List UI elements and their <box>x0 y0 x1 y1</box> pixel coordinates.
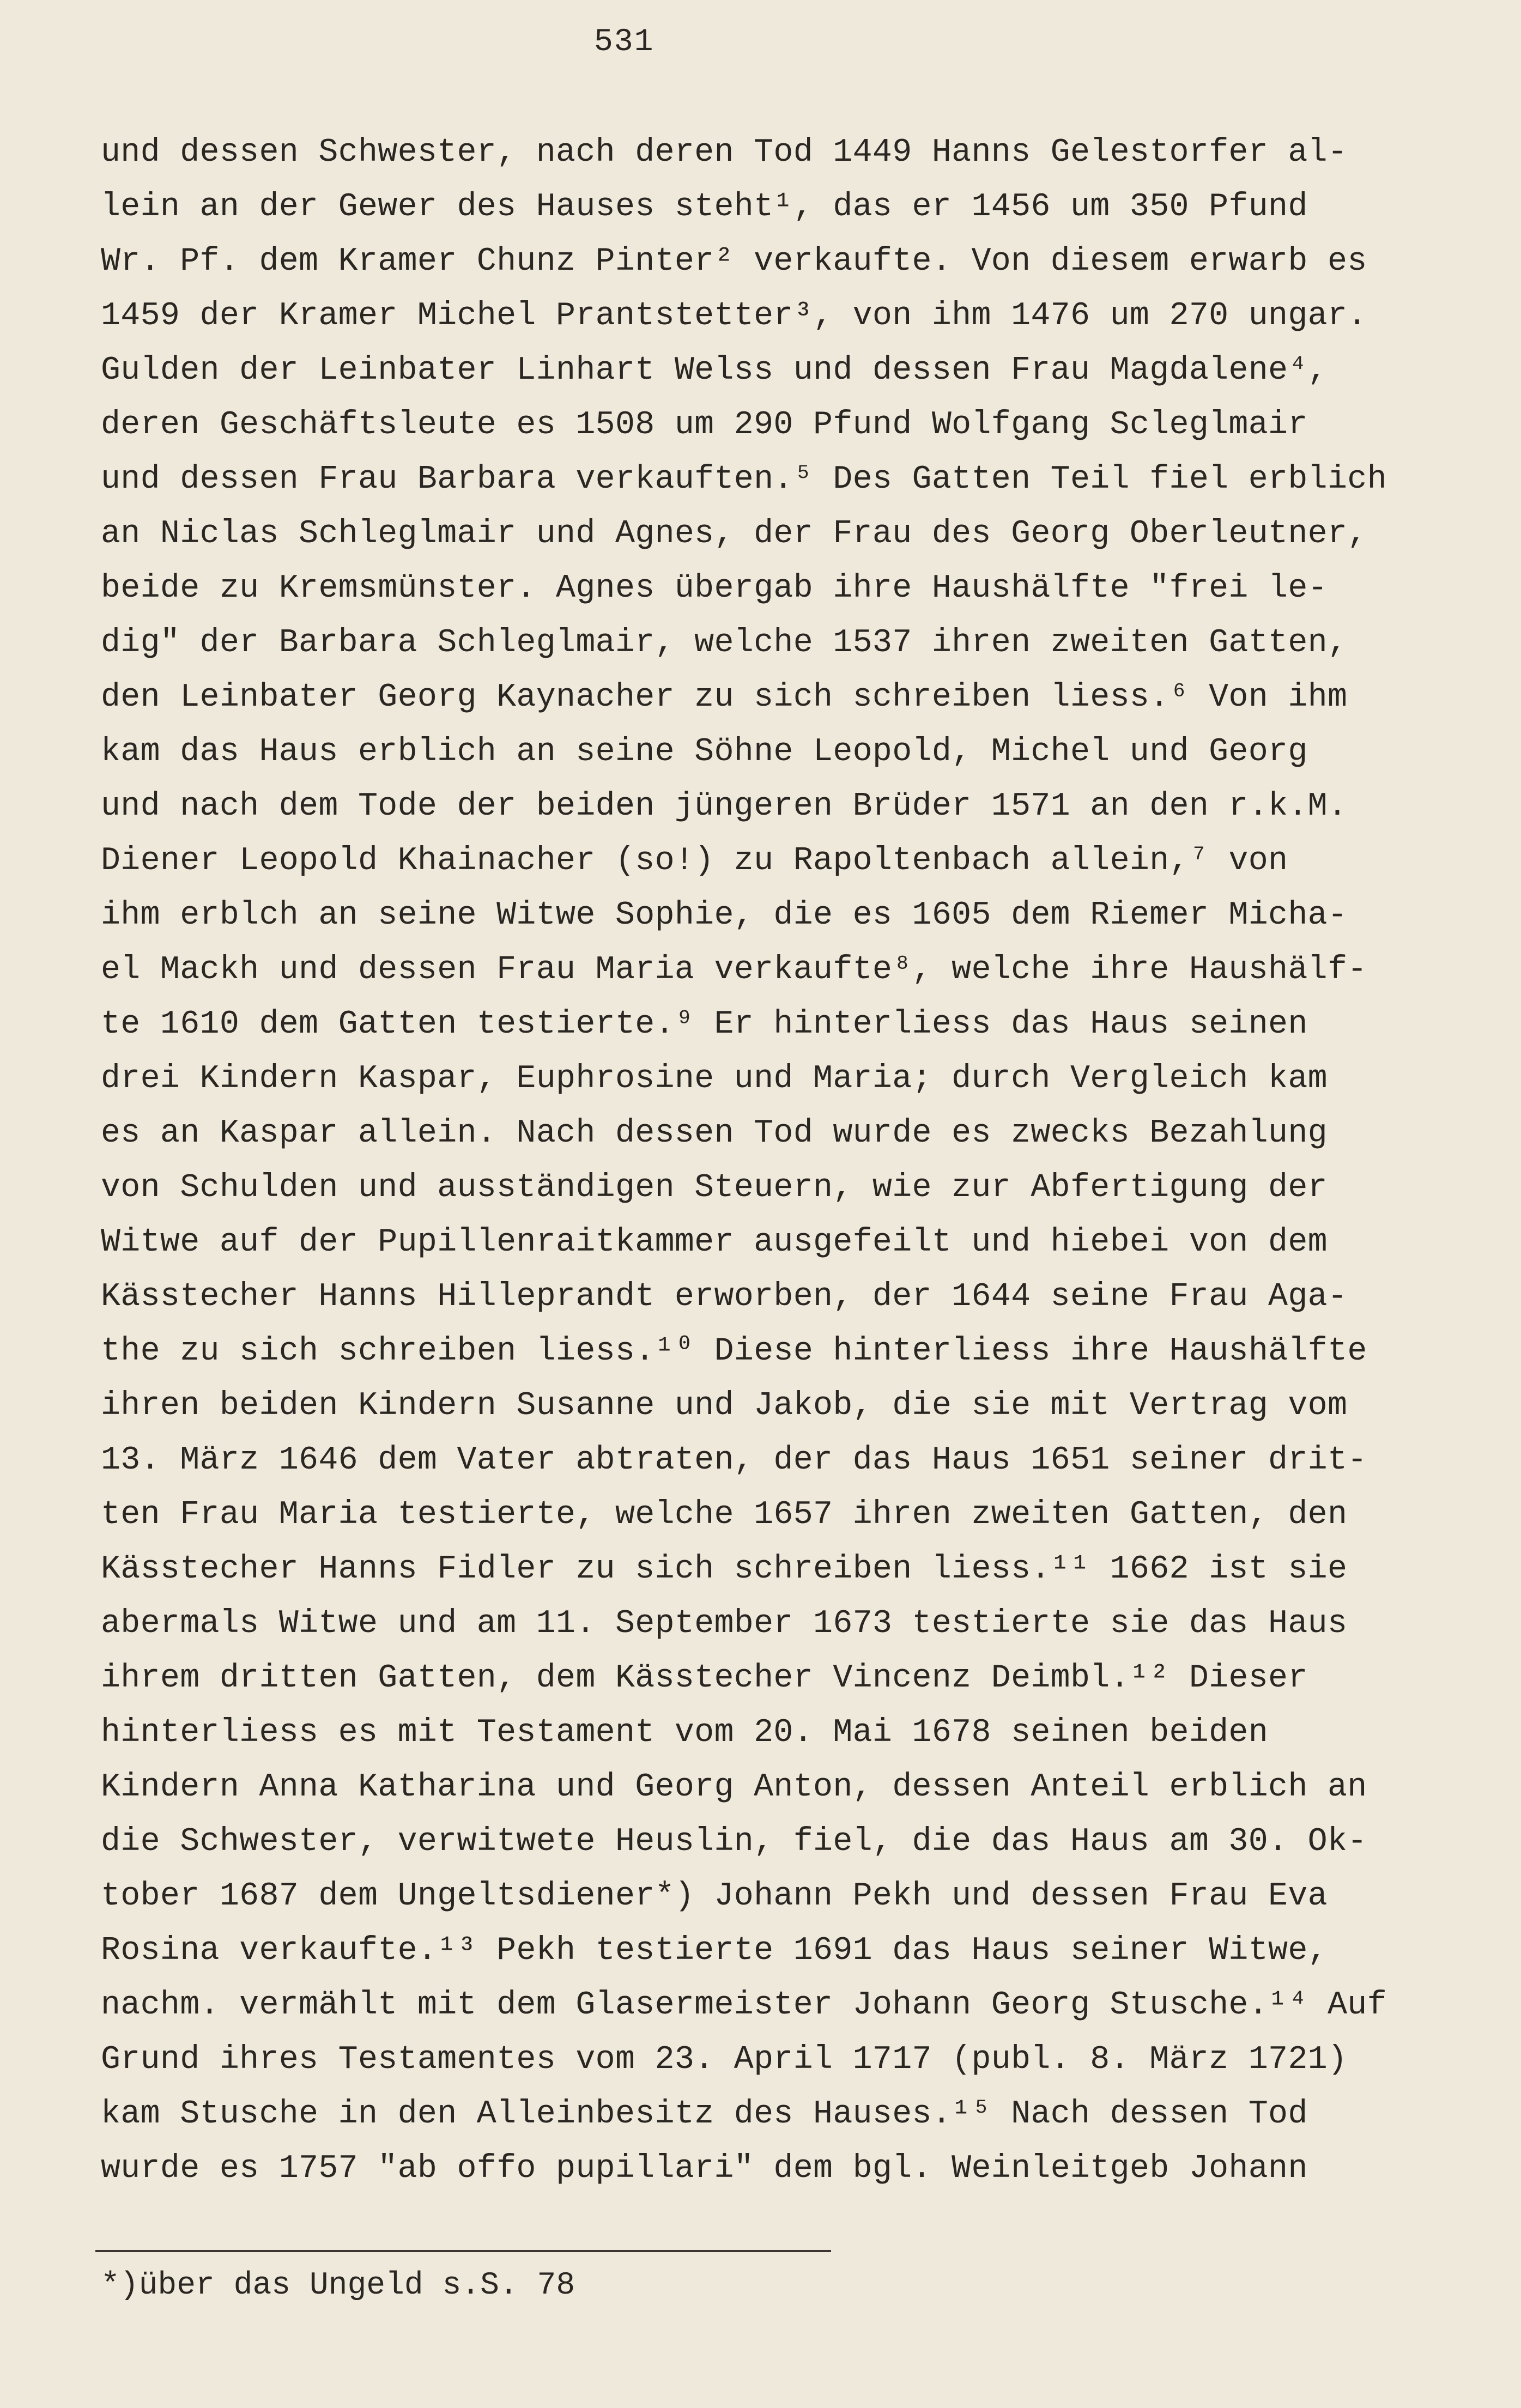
text-line: es an Kaspar allein. Nach dessen Tod wurde es zwecks Bezahlung <box>101 1115 1328 1152</box>
body-text <box>101 125 1501 2196</box>
text-line: tober 1687 dem Ungeltsdiener*) Johann Pekh und dessen Frau Eva <box>101 1878 1328 1915</box>
text-line: lein an der Gewer des Hauses steht¹, das er 1456 um 350 Pfund <box>101 189 1308 226</box>
text-line: drei Kindern Kaspar, Euphrosine und Maria; durch Vergleich kam <box>101 1060 1328 1097</box>
footnote: *)über das Ungeld s.S. 78 <box>101 2268 575 2303</box>
text-line: 13. März 1646 dem Vater abtraten, der das Haus 1651 seiner drit- <box>101 1442 1367 1479</box>
text-line: beide zu Kremsmünster. Agnes übergab ihre Haushälfte "frei le- <box>101 570 1328 607</box>
text-line: die Schwester, verwitwete Heuslin, fiel, die das Haus am 30. Ok- <box>101 1823 1367 1860</box>
text-line: hinterliess es mit Testament vom 20. Mai 1678 seinen beiden <box>101 1714 1269 1751</box>
text-line: kam das Haus erblich an seine Söhne Leopold, Michel und Georg <box>101 733 1308 771</box>
text-line: the zu sich schreiben liess.¹⁰ Diese hinterliess ihre Haushälfte <box>101 1333 1367 1370</box>
text-line: ihrem dritten Gatten, dem Kässtecher Vincenz Deimbl.¹² Dieser <box>101 1660 1308 1697</box>
text-line: Gulden der Leinbater Linhart Welss und dessen Frau Magdalene⁴, <box>101 352 1328 389</box>
text-line: wurde es 1757 "ab offo pupillari" dem bgl. Weinleitgeb Johann <box>101 2150 1308 2187</box>
text-line: ihm erblch an seine Witwe Sophie, die es 1605 dem Riemer Micha- <box>101 897 1348 934</box>
text-line: deren Geschäftsleute es 1508 um 290 Pfund Wolfgang Scleglmair <box>101 407 1308 444</box>
text-line: Rosina verkaufte.¹³ Pekh testierte 1691 das Haus seiner Witwe, <box>101 1932 1328 1969</box>
text-line: von Schulden und ausständigen Steuern, wie zur Abfertigung der <box>101 1169 1328 1206</box>
text-line: Kässtecher Hanns Fidler zu sich schreiben liess.¹¹ 1662 ist sie <box>101 1551 1348 1588</box>
page-number: 531 <box>594 25 655 60</box>
text-line: kam Stusche in den Alleinbesitz des Hauses.¹⁵ Nach dessen Tod <box>101 2096 1308 2133</box>
text-line: an Niclas Schleglmair und Agnes, der Frau des Georg Oberleutner, <box>101 515 1367 553</box>
text-line: 1459 der Kramer Michel Prantstetter³, von ihm 1476 um 270 ungar. <box>101 298 1367 335</box>
text-line: abermals Witwe und am 11. September 1673 testierte sie das Haus <box>101 1605 1348 1642</box>
text-line: dig" der Barbara Schleglmair, welche 1537 ihren zweiten Gatten, <box>101 624 1348 662</box>
text-line: Kindern Anna Katharina und Georg Anton, dessen Anteil erblich an <box>101 1769 1367 1806</box>
text-line: el Mackh und dessen Frau Maria verkaufte⁸, welche ihre Haushälf- <box>101 951 1367 988</box>
text-line: ten Frau Maria testierte, welche 1657 ihren zweiten Gatten, den <box>101 1496 1348 1533</box>
text-line: den Leinbater Georg Kaynacher zu sich schreiben liess.⁶ Von ihm <box>101 679 1348 716</box>
text-line: ihren beiden Kindern Susanne und Jakob, die sie mit Vertrag vom <box>101 1387 1348 1424</box>
text-line: und dessen Frau Barbara verkauften.⁵ Des Gatten Teil fiel erblich <box>101 461 1387 498</box>
text-line: nachm. vermählt mit dem Glasermeister Johann Georg Stusche.¹⁴ Auf <box>101 1987 1387 2024</box>
text-line: Grund ihres Testamentes vom 23. April 1717 (publ. 8. März 1721) <box>101 2041 1348 2078</box>
text-line: Witwe auf der Pupillenraitkammer ausgefeilt und hiebei von dem <box>101 1224 1328 1261</box>
text-line: und nach dem Tode der beiden jüngeren Brüder 1571 an den r.k.M. <box>101 788 1348 825</box>
text-line: Wr. Pf. dem Kramer Chunz Pinter² verkaufte. Von diesem erwarb es <box>101 243 1367 280</box>
footnote-divider <box>95 2250 831 2252</box>
text-line: und dessen Schwester, nach deren Tod 1449 Hanns Gelestorfer al- <box>101 134 1348 171</box>
text-line: Kässtecher Hanns Hilleprandt erworben, der 1644 seine Frau Aga- <box>101 1278 1348 1315</box>
text-line: te 1610 dem Gatten testierte.⁹ Er hinterliess das Haus seinen <box>101 1006 1308 1043</box>
text-line: Diener Leopold Khainacher (so!) zu Rapoltenbach allein,⁷ von <box>101 842 1288 880</box>
